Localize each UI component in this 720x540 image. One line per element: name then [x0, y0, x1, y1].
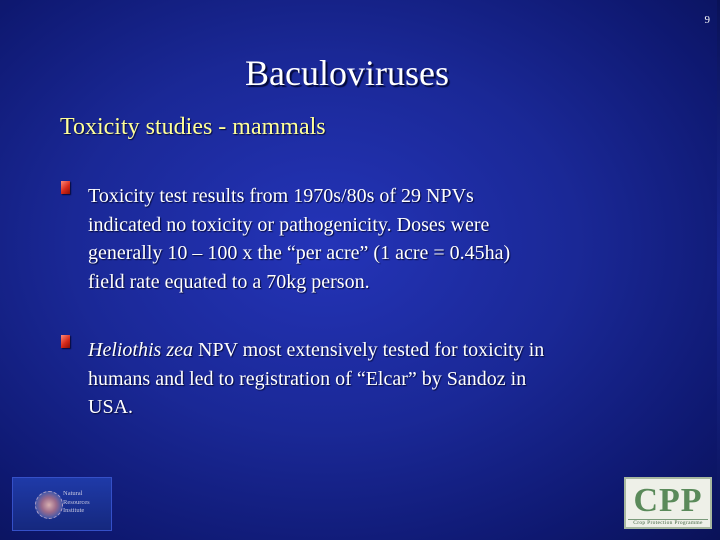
slide-subtitle: Toxicity studies - mammals: [60, 114, 326, 140]
species-name: Heliothis zea: [88, 339, 193, 361]
seal-icon: [35, 491, 63, 519]
bullet-1-line: indicated no toxicity or pathogenicity. Doses were: [88, 213, 490, 236]
bullet-2-line: USA.: [88, 396, 134, 418]
cpp-logo-subtext: Crop Protection Programme: [628, 519, 708, 526]
bullet-1-line: field rate equated to a 70kg person.: [88, 270, 370, 293]
cpp-logo: [624, 477, 712, 529]
bullet-2-line-rest: NPV most extensively tested for toxicity in: [193, 339, 545, 361]
bullet-2-line: [88, 336, 658, 365]
nri-logo: [12, 477, 112, 531]
nri-logo-line: Institute: [63, 507, 85, 514]
bullet-1-line: Toxicity test results from 1970s/80s of 29 NPVs: [88, 185, 474, 207]
slide-title: Baculoviruses: [245, 53, 449, 93]
bullet-1-line: generally 10 – 100 x the “per acre” (1 acre = 0.45ha): [88, 242, 511, 264]
nri-logo-line: Natural: [63, 490, 83, 497]
nri-logo-text: [63, 490, 109, 516]
cpp-logo-name: CPP: [633, 482, 703, 519]
bullet-text-2: [88, 336, 658, 422]
bullet-2-line: humans and led to registration of “Elcar” by Sandoz in: [88, 367, 527, 390]
slide-number: 9: [704, 14, 710, 26]
bullet-marker-icon: [61, 181, 70, 194]
bullet-marker-icon: [61, 335, 70, 348]
nri-logo-line: Resources: [63, 498, 90, 506]
bullet-text-1: [88, 182, 658, 296]
